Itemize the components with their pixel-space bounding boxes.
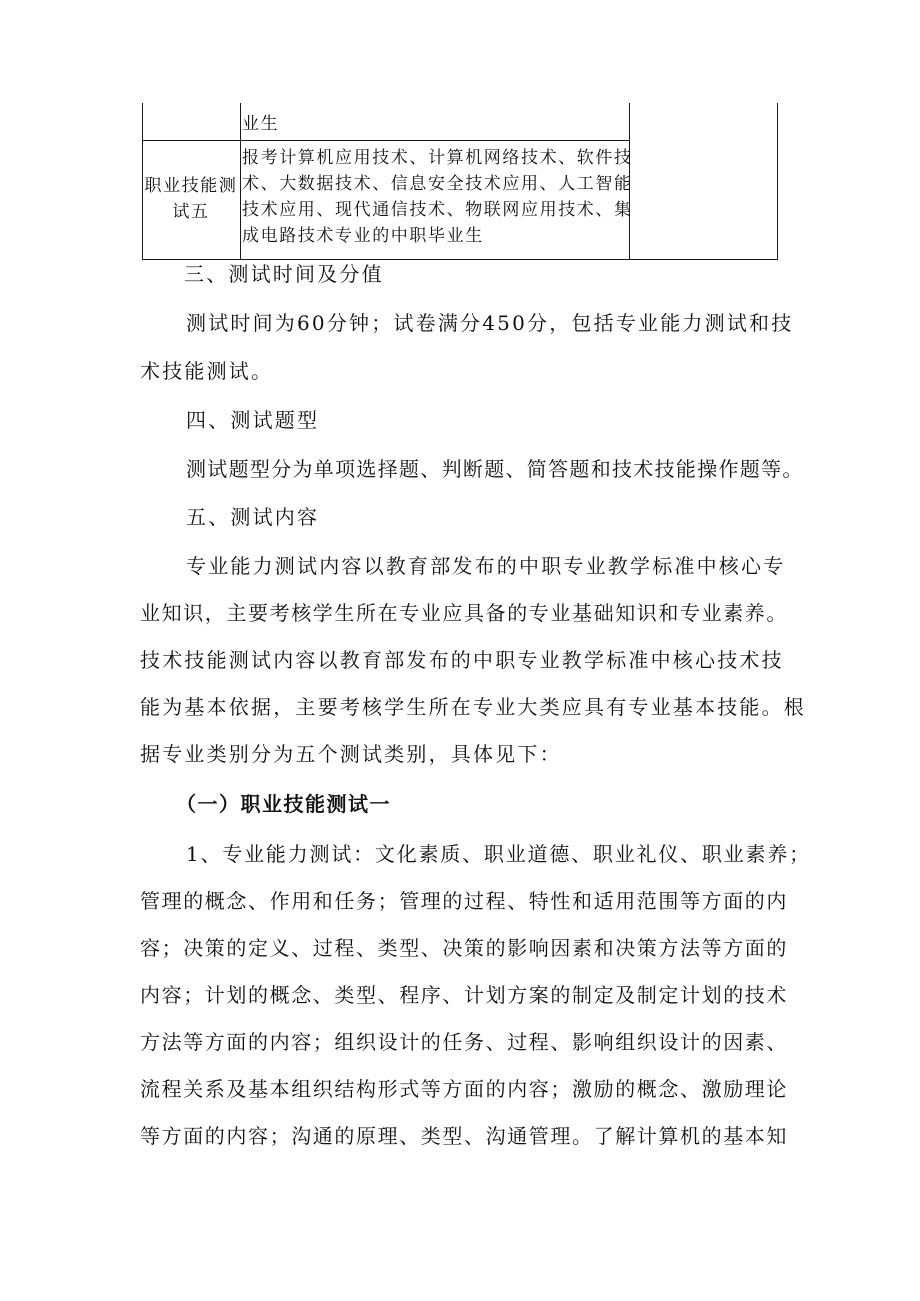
table-prev-row-tail: 业生 — [242, 114, 280, 134]
table-divider-col1 — [240, 103, 241, 260]
exam-category-table — [142, 103, 778, 260]
subsection1-body-line: 1、专业能力测试：文化素质、职业道德、职业礼仪、职业素养； — [186, 842, 811, 866]
section5-body-line: 据专业类别分为五个测试类别，具体见下： — [140, 742, 562, 766]
section5-body-line: 能为基本依据，主要考核学生所在专业大类应具有专业基本技能。根 — [140, 695, 806, 719]
section5-body — [140, 543, 806, 778]
table-majors-line: 术、大数据技术、信息安全技术应用、人工智能 — [242, 174, 633, 194]
subsection1-body-line: 内容；计划的概念、类型、程序、计划方案的制定及制定计划的技术 — [140, 983, 788, 1007]
section5-heading: 五、测试内容 — [186, 505, 320, 529]
table-majors-line: 成电路技术专业的中职毕业生 — [242, 226, 484, 246]
subsection1-body — [140, 831, 811, 1160]
section3-body-line: 测试时间为60分钟；试卷满分450分，包括专业能力测试和技 — [186, 311, 794, 335]
table-row-label-line: 职业技能测 — [144, 176, 238, 196]
subsection1-body-line: 管理的概念、作用和任务；管理的过程、特性和适用范围等方面的内 — [140, 889, 788, 913]
table-border-right — [777, 103, 778, 260]
section5-body-line: 专业能力测试内容以教育部发布的中职专业教学标准中核心专 — [186, 554, 786, 578]
section3-body — [140, 300, 794, 395]
section3-body-line: 术技能测试。 — [140, 359, 274, 383]
subsection1-body-line: 容；决策的定义、过程、类型、决策的影响因素和决策方法等方面的 — [140, 936, 788, 960]
subsection1-body-line: 方法等方面的内容；组织设计的任务、过程、影响组织设计的因素、 — [140, 1030, 788, 1054]
section3-heading: 三、测试时间及分值 — [184, 262, 384, 286]
table-row-majors — [242, 145, 633, 249]
section4-body: 测试题型分为单项选择题、判断题、简答题和技术技能操作题等。 — [186, 457, 804, 481]
section5-body-line: 业知识，主要考核学生所在专业应具备的专业基础知识和专业素养。 — [140, 601, 788, 625]
table-row-label — [142, 173, 240, 225]
subsection1-body-line: 等方面的内容；沟通的原理、类型、沟通管理。了解计算机的基本知 — [140, 1124, 788, 1148]
table-majors-line: 技术应用、现代通信技术、物联网应用技术、集 — [242, 200, 633, 220]
table-majors-line: 报考计算机应用技术、计算机网络技术、软件技 — [242, 148, 633, 168]
section4-heading: 四、测试题型 — [186, 408, 320, 432]
section5-body-line: 技术技能测试内容以教育部发布的中职专业教学标准中核心技术技 — [140, 648, 784, 672]
subsection1-body-line: 流程关系及基本组织结构形式等方面的内容；激励的概念、激励理论 — [140, 1077, 788, 1101]
table-row-divider — [142, 140, 630, 141]
subsection1-heading: （一）职业技能测试一 — [176, 792, 391, 816]
table-row-label-line: 试五 — [172, 202, 210, 222]
